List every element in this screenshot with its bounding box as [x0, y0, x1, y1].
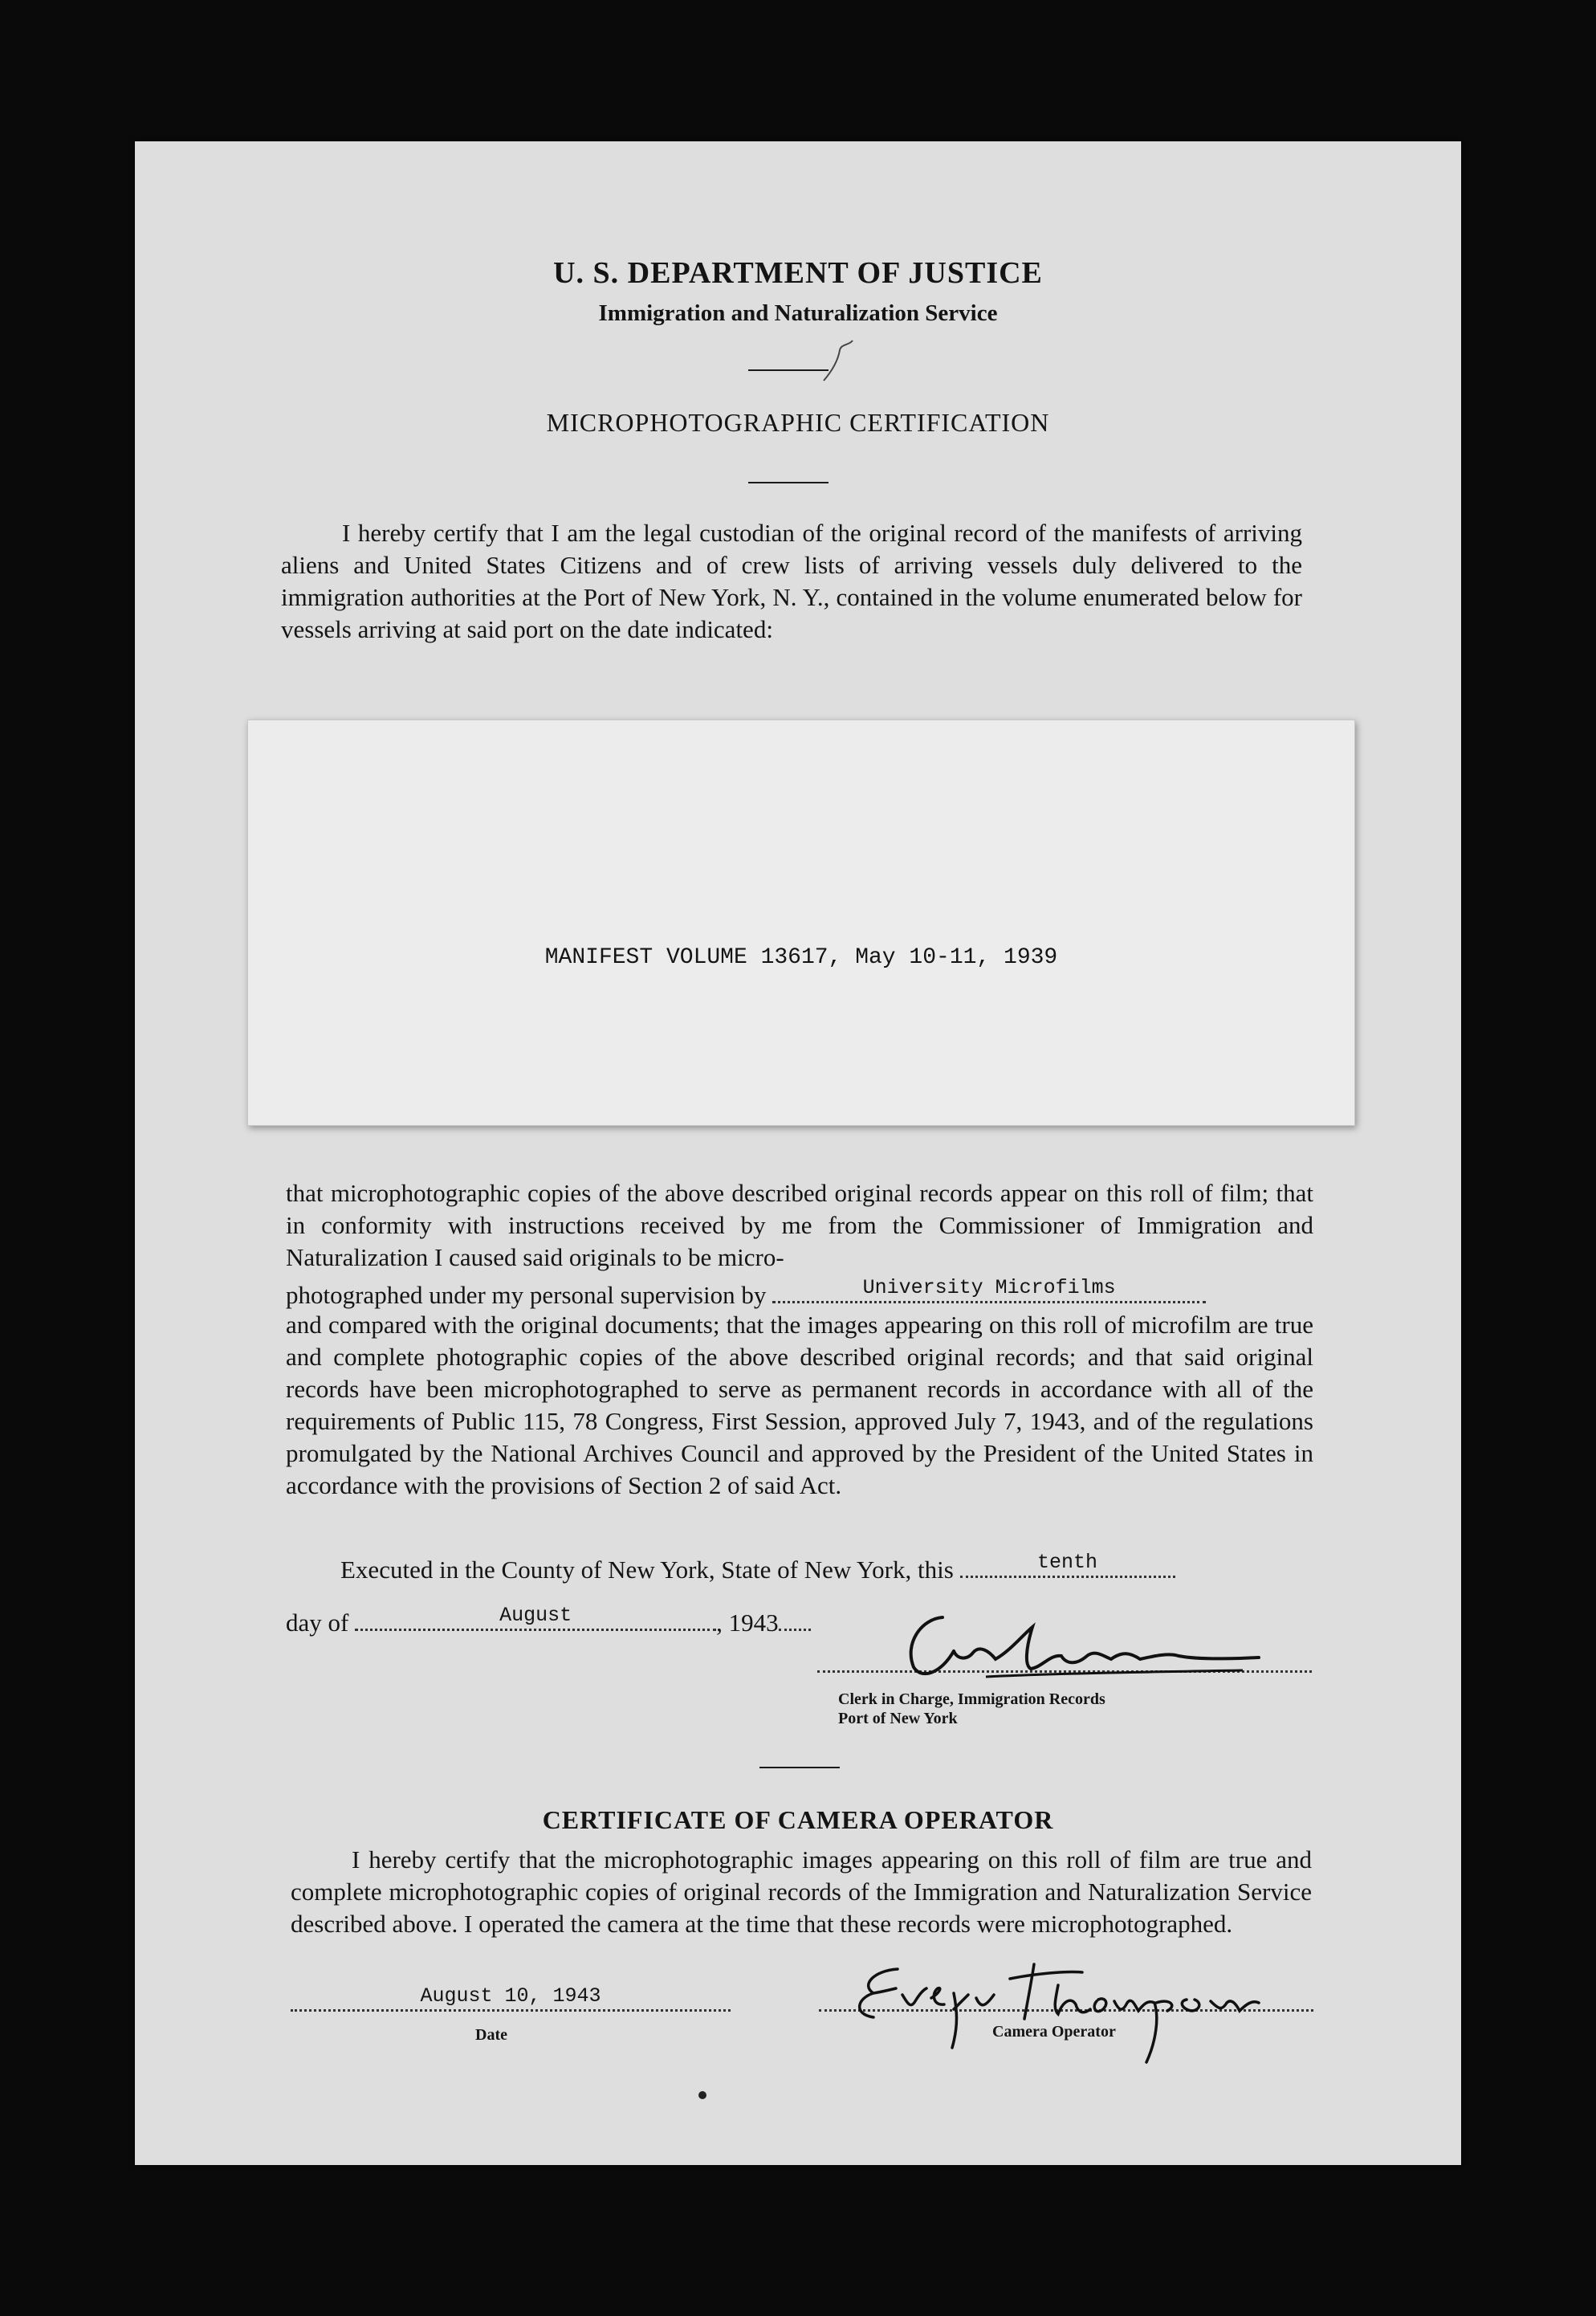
heading-rule-1	[748, 369, 829, 371]
department-heading: U. S. DEPARTMENT OF JUSTICE	[553, 256, 1043, 290]
year-trailing-dots	[779, 1604, 811, 1631]
supervision-value: University Microfilms	[862, 1276, 1116, 1299]
camera-date-label: Date	[475, 2026, 507, 2044]
camera-paragraph: I hereby certify that the microphotographic images appearing on this roll of film are true and complete microphotographic copies of original records of the Immigration and Naturalization Service described above. I operated the camera at the time that these records were microphotographed.	[291, 1845, 1312, 1938]
certification-title: MICROPHOTOGRAPHIC CERTIFICATION	[546, 408, 1050, 437]
camera-date-value: August 10, 1943	[420, 1984, 601, 2008]
section-rule	[759, 1767, 840, 1768]
clerk-title-line2: Port of New York	[838, 1710, 958, 1727]
body-paragraph-part1: that microphotographic copies of the above described original records appear on this roll of film; that in conformity with instructions received by me from the Commissioner of Immigration and Naturalization I caused said originals to be micro-	[286, 1179, 1313, 1271]
operator-signature	[841, 1953, 1291, 2065]
day-field	[960, 1551, 1175, 1578]
executed-line	[340, 1551, 1175, 1584]
body-paragraph-part2: and compared with the original documents; that the images appearing on this roll of microfilm are true and complete photographic copies of the above described original records; and that said original records have been microphotographed to serve as permanent records in accordance with all of the requirements of Public 115, 78 Congress, First Session, approved July 7, 1943, and of the regulations promulgated by the National Archives Council and approved by the President of the United States in accordance with the provisions of Section 2 of said Act.	[286, 1311, 1313, 1499]
camera-certificate-heading: CERTIFICATE OF CAMERA OPERATOR	[542, 1805, 1054, 1834]
executed-year: , 1943	[716, 1609, 779, 1637]
clerk-title	[838, 1690, 1105, 1728]
service-subheading: Immigration and Naturalization Service	[598, 300, 998, 326]
month-field	[355, 1604, 716, 1631]
supervision-prefix: photographed under my personal supervision by	[286, 1281, 767, 1309]
manifest-volume-text: MANIFEST VOLUME 13617, May 10-11, 1939	[544, 945, 1058, 970]
intro-paragraph: I hereby certify that I am the legal custodian of the original record of the manifests of arriving aliens and United States Citizens and of crew lists of arriving vessels duly delivered to the immigration authorities at the Port of New York, N. Y., contained in the volume enumerated below for vessels arriving at said port on the date indicated:	[281, 519, 1302, 643]
supervision-line	[286, 1277, 1206, 1310]
day-of-label: day of	[286, 1609, 349, 1637]
heading-rule-2	[748, 482, 829, 483]
camera-operator-label: Camera Operator	[992, 2023, 1116, 2041]
executed-month-value: August	[499, 1604, 572, 1627]
manifest-card	[247, 720, 1355, 1126]
camera-date-field	[291, 1982, 731, 2012]
supervision-field	[772, 1277, 1206, 1303]
executed-day-value: tenth	[1037, 1551, 1098, 1574]
punch-dot	[698, 2091, 706, 2099]
certificate-page	[135, 141, 1461, 2165]
clerk-signature	[890, 1603, 1267, 1691]
clerk-title-line1: Clerk in Charge, Immigration Records	[838, 1690, 1105, 1708]
pen-mark	[817, 336, 865, 384]
executed-prefix: Executed in the County of New York, State of New York, this	[340, 1556, 954, 1584]
date-line	[286, 1604, 811, 1637]
